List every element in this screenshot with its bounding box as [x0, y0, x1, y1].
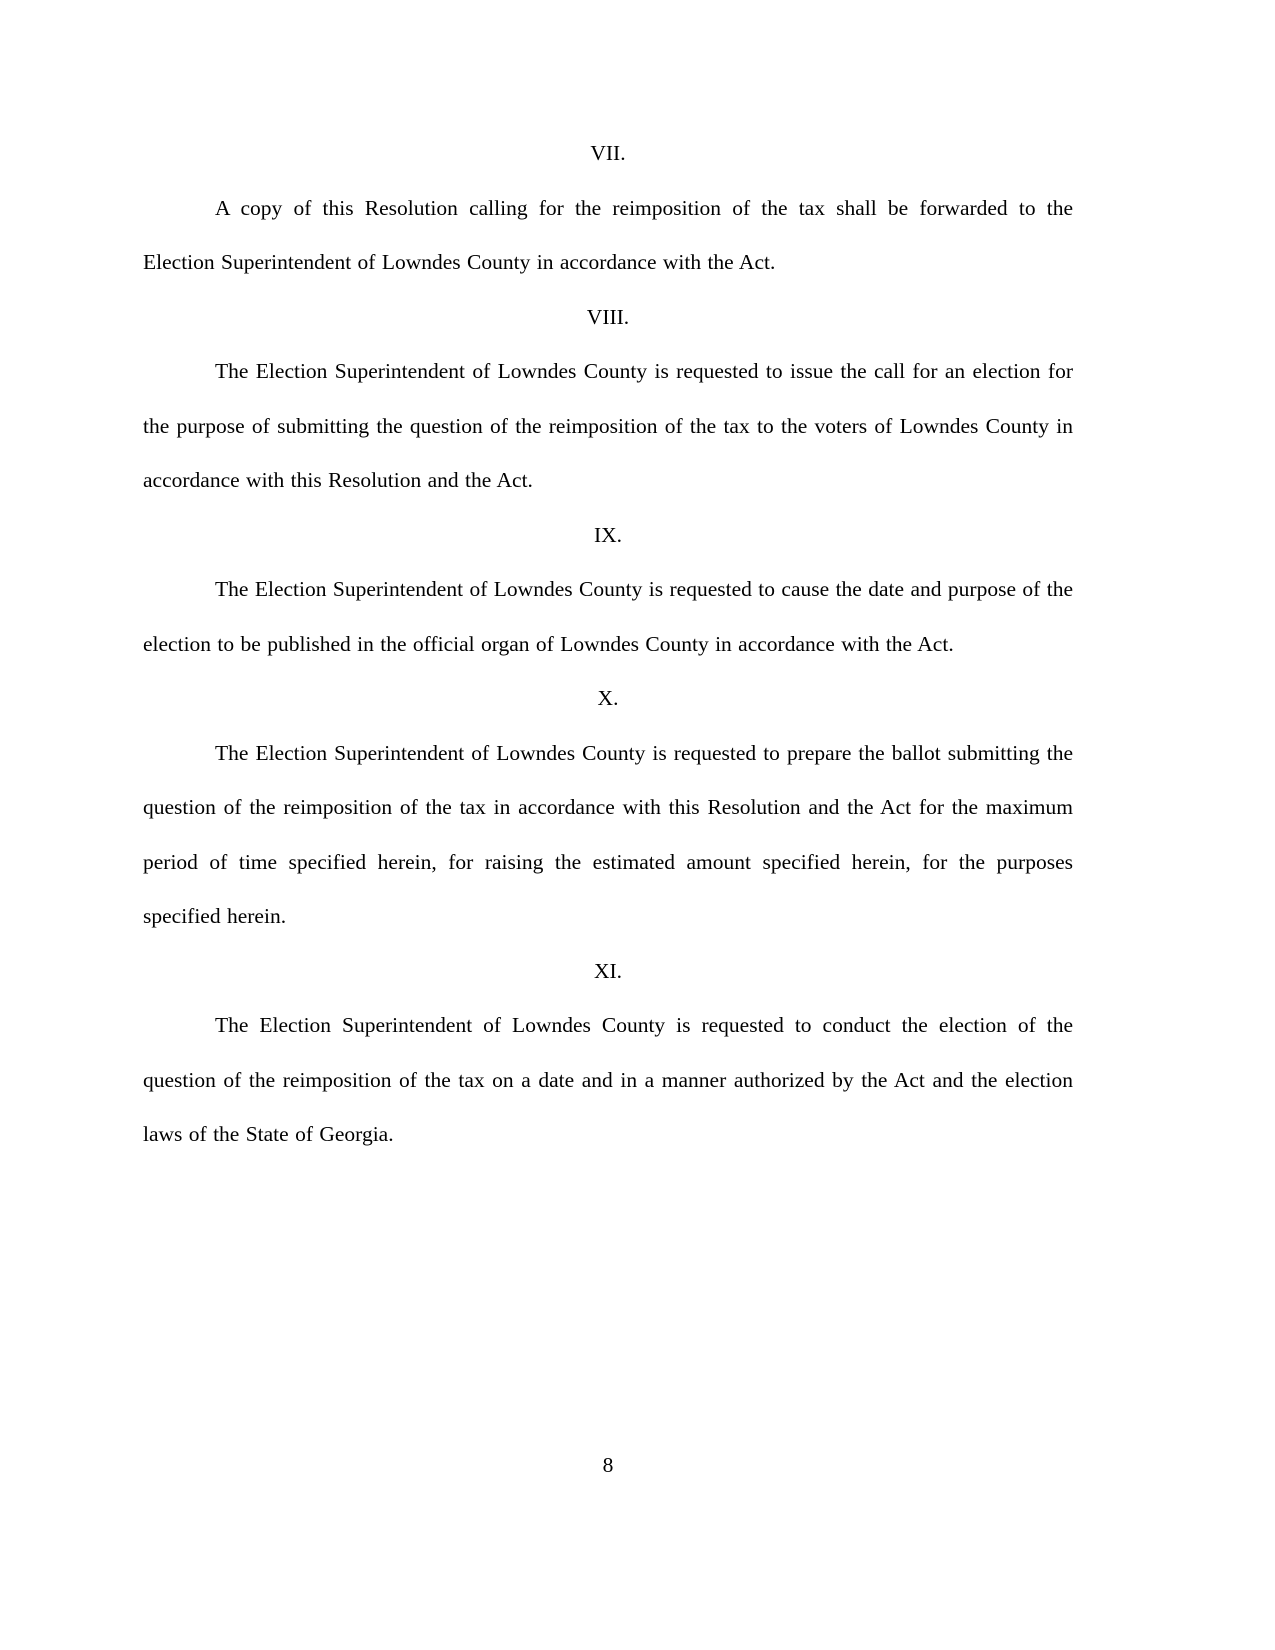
section-vii-heading: VII.	[590, 141, 626, 165]
section-x-heading: X.	[597, 686, 619, 710]
section-vii	[143, 126, 1073, 290]
section-xi-paragraph: The Election Superintendent of Lowndes County is requested to conduct the election of the question of the reimposition of the tax on a date and in a manner authorized by the Act and the election laws of the State of Georgia.	[143, 1013, 1073, 1146]
section-ix	[143, 508, 1073, 672]
section-xi	[143, 944, 1073, 1162]
section-viii-heading: VIII.	[586, 304, 630, 329]
section-ix-heading: IX.	[593, 522, 623, 547]
page-number: 8	[602, 1453, 614, 1477]
section-viii	[143, 290, 1073, 508]
section-x-paragraph: The Election Superintendent of Lowndes County is requested to prepare the ballot submitting the question of the reimposition of the tax in accordance with this Resolution and the Act for the maximum period of time specified herein, for raising the estimated amount specified herein, for the purposes specified herein.	[143, 740, 1073, 928]
document-body	[143, 126, 1073, 1162]
section-xi-heading: XI.	[593, 958, 623, 983]
section-viii-paragraph: The Election Superintendent of Lowndes County is requested to issue the call for an election for the purpose of submitting the question of the reimposition of the tax to the voters of Lowndes County in accordance with this Resolution and the Act.	[143, 359, 1073, 492]
section-x	[143, 671, 1073, 944]
section-ix-paragraph: The Election Superintendent of Lowndes County is requested to cause the date and purpose of the election to be published in the official organ of Lowndes County in accordance with the Act.	[143, 577, 1073, 656]
section-vii-paragraph: A copy of this Resolution calling for the reimposition of the tax shall be forwarded to the Election Superintendent of Lowndes County in accordance with the Act.	[143, 195, 1073, 274]
